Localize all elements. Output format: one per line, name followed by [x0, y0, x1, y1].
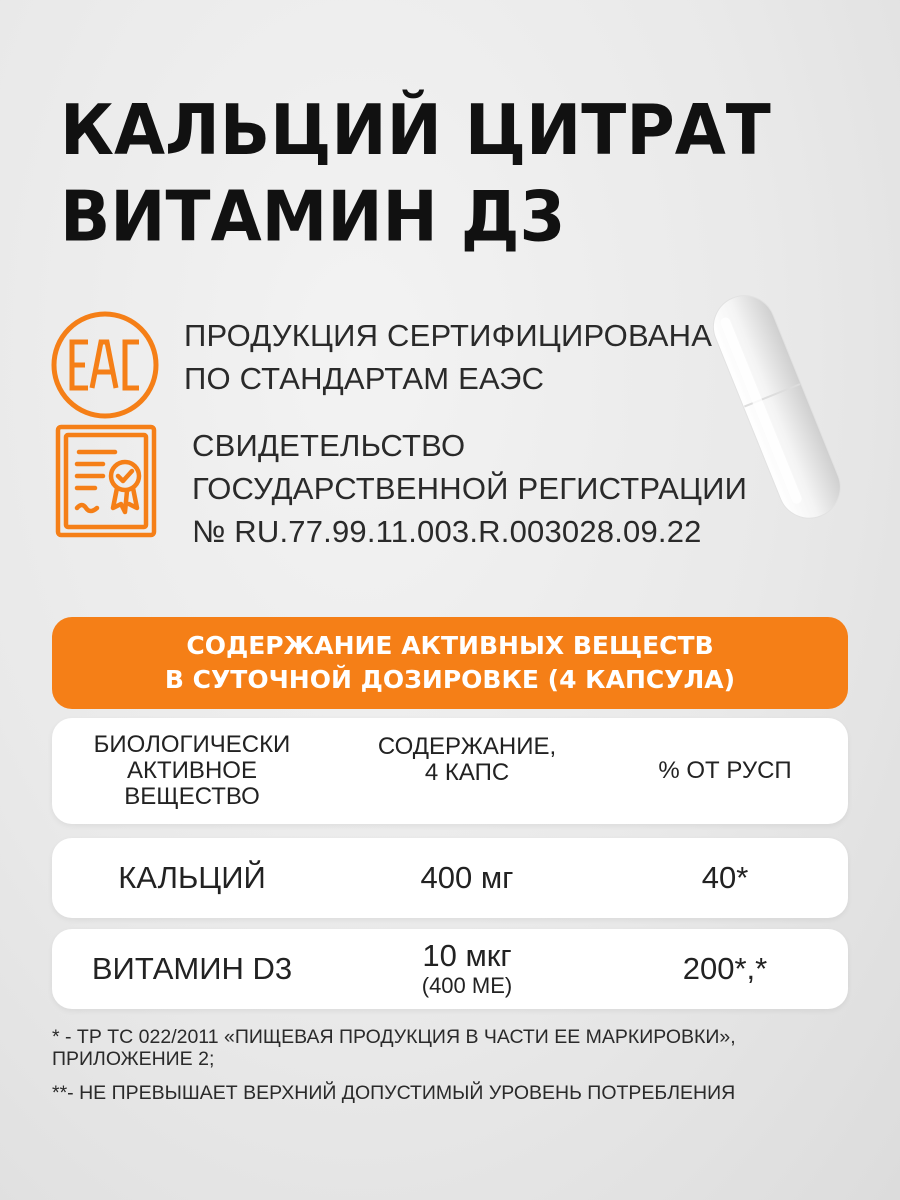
eac-icon [50, 310, 160, 420]
substance-amount: 10 мкг [422, 938, 512, 973]
registration-text-line: ГОСУДАРСТВЕННОЙ РЕГИСТРАЦИИ [192, 471, 748, 506]
eac-text-line: ПО СТАНДАРТАМ ЕАЭС [184, 361, 545, 396]
footnotes [52, 1026, 862, 1116]
registration-number: № RU.77.99.11.003.R.003028.09.22 [192, 514, 702, 549]
substance-amount-cell [332, 939, 602, 999]
substance-amount-note: (400 МЕ) [421, 973, 513, 998]
footnote: * - ТР ТС 022/2011 «ПИЩЕВАЯ ПРОДУКЦИЯ В ЧАСТИ ЕЕ МАРКИРОВКИ», ПРИЛОЖЕНИЕ 2; [52, 1026, 736, 1070]
eac-text-line: ПРОДУКЦИЯ СЕРТИФИЦИРОВАНА [184, 318, 713, 353]
table-header-banner [52, 617, 848, 709]
column-header-line: % ОТ РУСП [658, 757, 792, 784]
certificate-icon [52, 424, 162, 540]
certification-registration [52, 424, 747, 553]
substance-percent: 40* [701, 860, 749, 895]
substance-name: КАЛЬЦИЙ [118, 860, 266, 895]
certification-eac [50, 310, 712, 420]
title-line-1: КАЛЬЦИЙ ЦИТРАТ [60, 90, 771, 171]
footnote: **- НЕ ПРЕВЫШАЕТ ВЕРХНИЙ ДОПУСТИМЫЙ УРОВЕНЬ ПОТРЕБЛЕНИЯ [52, 1082, 736, 1104]
page-title [60, 88, 771, 260]
substance-percent: 200*,* [682, 951, 768, 986]
table-row [52, 838, 848, 918]
substance-amount: 400 мг [420, 860, 514, 895]
table-row [52, 929, 848, 1009]
column-header-line: 4 КАПС [424, 759, 510, 786]
column-header-line: ВЕЩЕСТВО [124, 783, 260, 810]
eac-text [184, 314, 712, 400]
registration-text-line: СВИДЕТЕЛЬСТВО [192, 428, 466, 463]
column-header-line: СОДЕРЖАНИЕ, [377, 733, 557, 760]
registration-text [192, 424, 747, 553]
title-line-2: ВИТАМИН Д3 [60, 176, 566, 258]
table-header-line: В СУТОЧНОЙ ДОЗИРОВКЕ (4 КАПСУЛА) [164, 665, 736, 694]
column-header-percent [602, 758, 848, 784]
substance-name: ВИТАМИН D3 [91, 951, 293, 986]
table-column-headers [52, 718, 848, 824]
table-header-line: СОДЕРЖАНИЕ АКТИВНЫХ ВЕЩЕСТВ [186, 631, 714, 660]
column-header-substance [52, 732, 332, 810]
column-header-line: АКТИВНОЕ [127, 757, 257, 784]
column-header-amount [332, 734, 602, 786]
column-header-line: БИОЛОГИЧЕСКИ [93, 731, 291, 758]
